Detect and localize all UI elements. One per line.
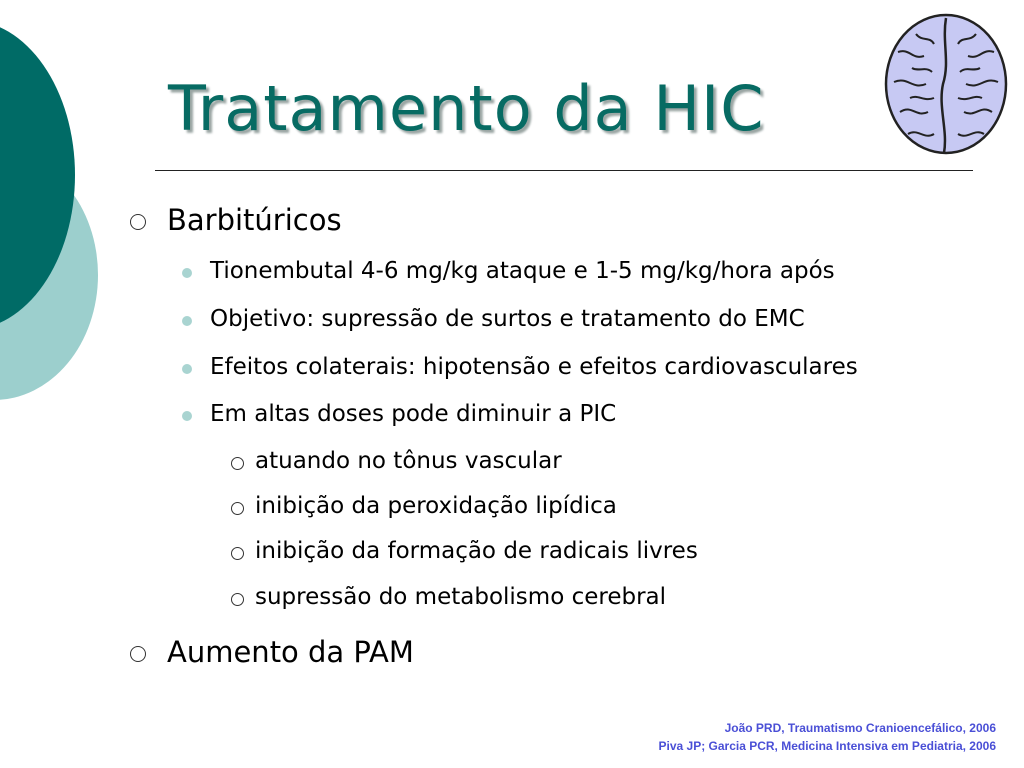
bullet-marker-ring-small: [231, 457, 244, 470]
list-item: Objetivo: supressão de surtos e tratamento do EMC: [210, 306, 805, 332]
list-item: inibição da peroxidação lipídica: [255, 493, 617, 519]
list-item: Efeitos colaterais: hipotensão e efeitos cardiovasculares: [210, 354, 858, 380]
bullet-marker-dot: [182, 316, 192, 326]
reference-line: Piva JP; Garcia PCR, Medicina Intensiva em Pediatria, 2006: [658, 739, 996, 753]
bullet-marker-ring: [130, 214, 146, 230]
list-item: atuando no tônus vascular: [255, 448, 562, 474]
list-item: Tionembutal 4-6 mg/kg ataque e 1-5 mg/kg/hora após: [210, 258, 835, 284]
list-item: supressão do metabolismo cerebral: [255, 584, 667, 610]
list-item: Aumento da PAM: [167, 635, 414, 669]
slide-title: Tratamento da HIC: [168, 72, 765, 145]
references: [659, 719, 997, 755]
bullet-marker-ring-small: [231, 547, 244, 560]
bullet-marker-ring: [130, 646, 146, 662]
list-item: Em altas doses pode diminuir a PIC: [210, 401, 617, 427]
title-divider: [155, 170, 973, 171]
list-item: inibição da formação de radicais livres: [255, 538, 698, 564]
reference-line: João PRD, Traumatismo Cranioencefálico, 2006: [724, 721, 996, 735]
bullet-marker-dot: [182, 364, 192, 374]
list-item: Barbitúricos: [167, 203, 342, 237]
bullet-marker-dot: [182, 411, 192, 421]
brain-icon: [882, 12, 1010, 160]
bullet-marker-dot: [182, 268, 192, 278]
bullet-marker-ring-small: [231, 593, 244, 606]
bullet-marker-ring-small: [231, 502, 244, 515]
